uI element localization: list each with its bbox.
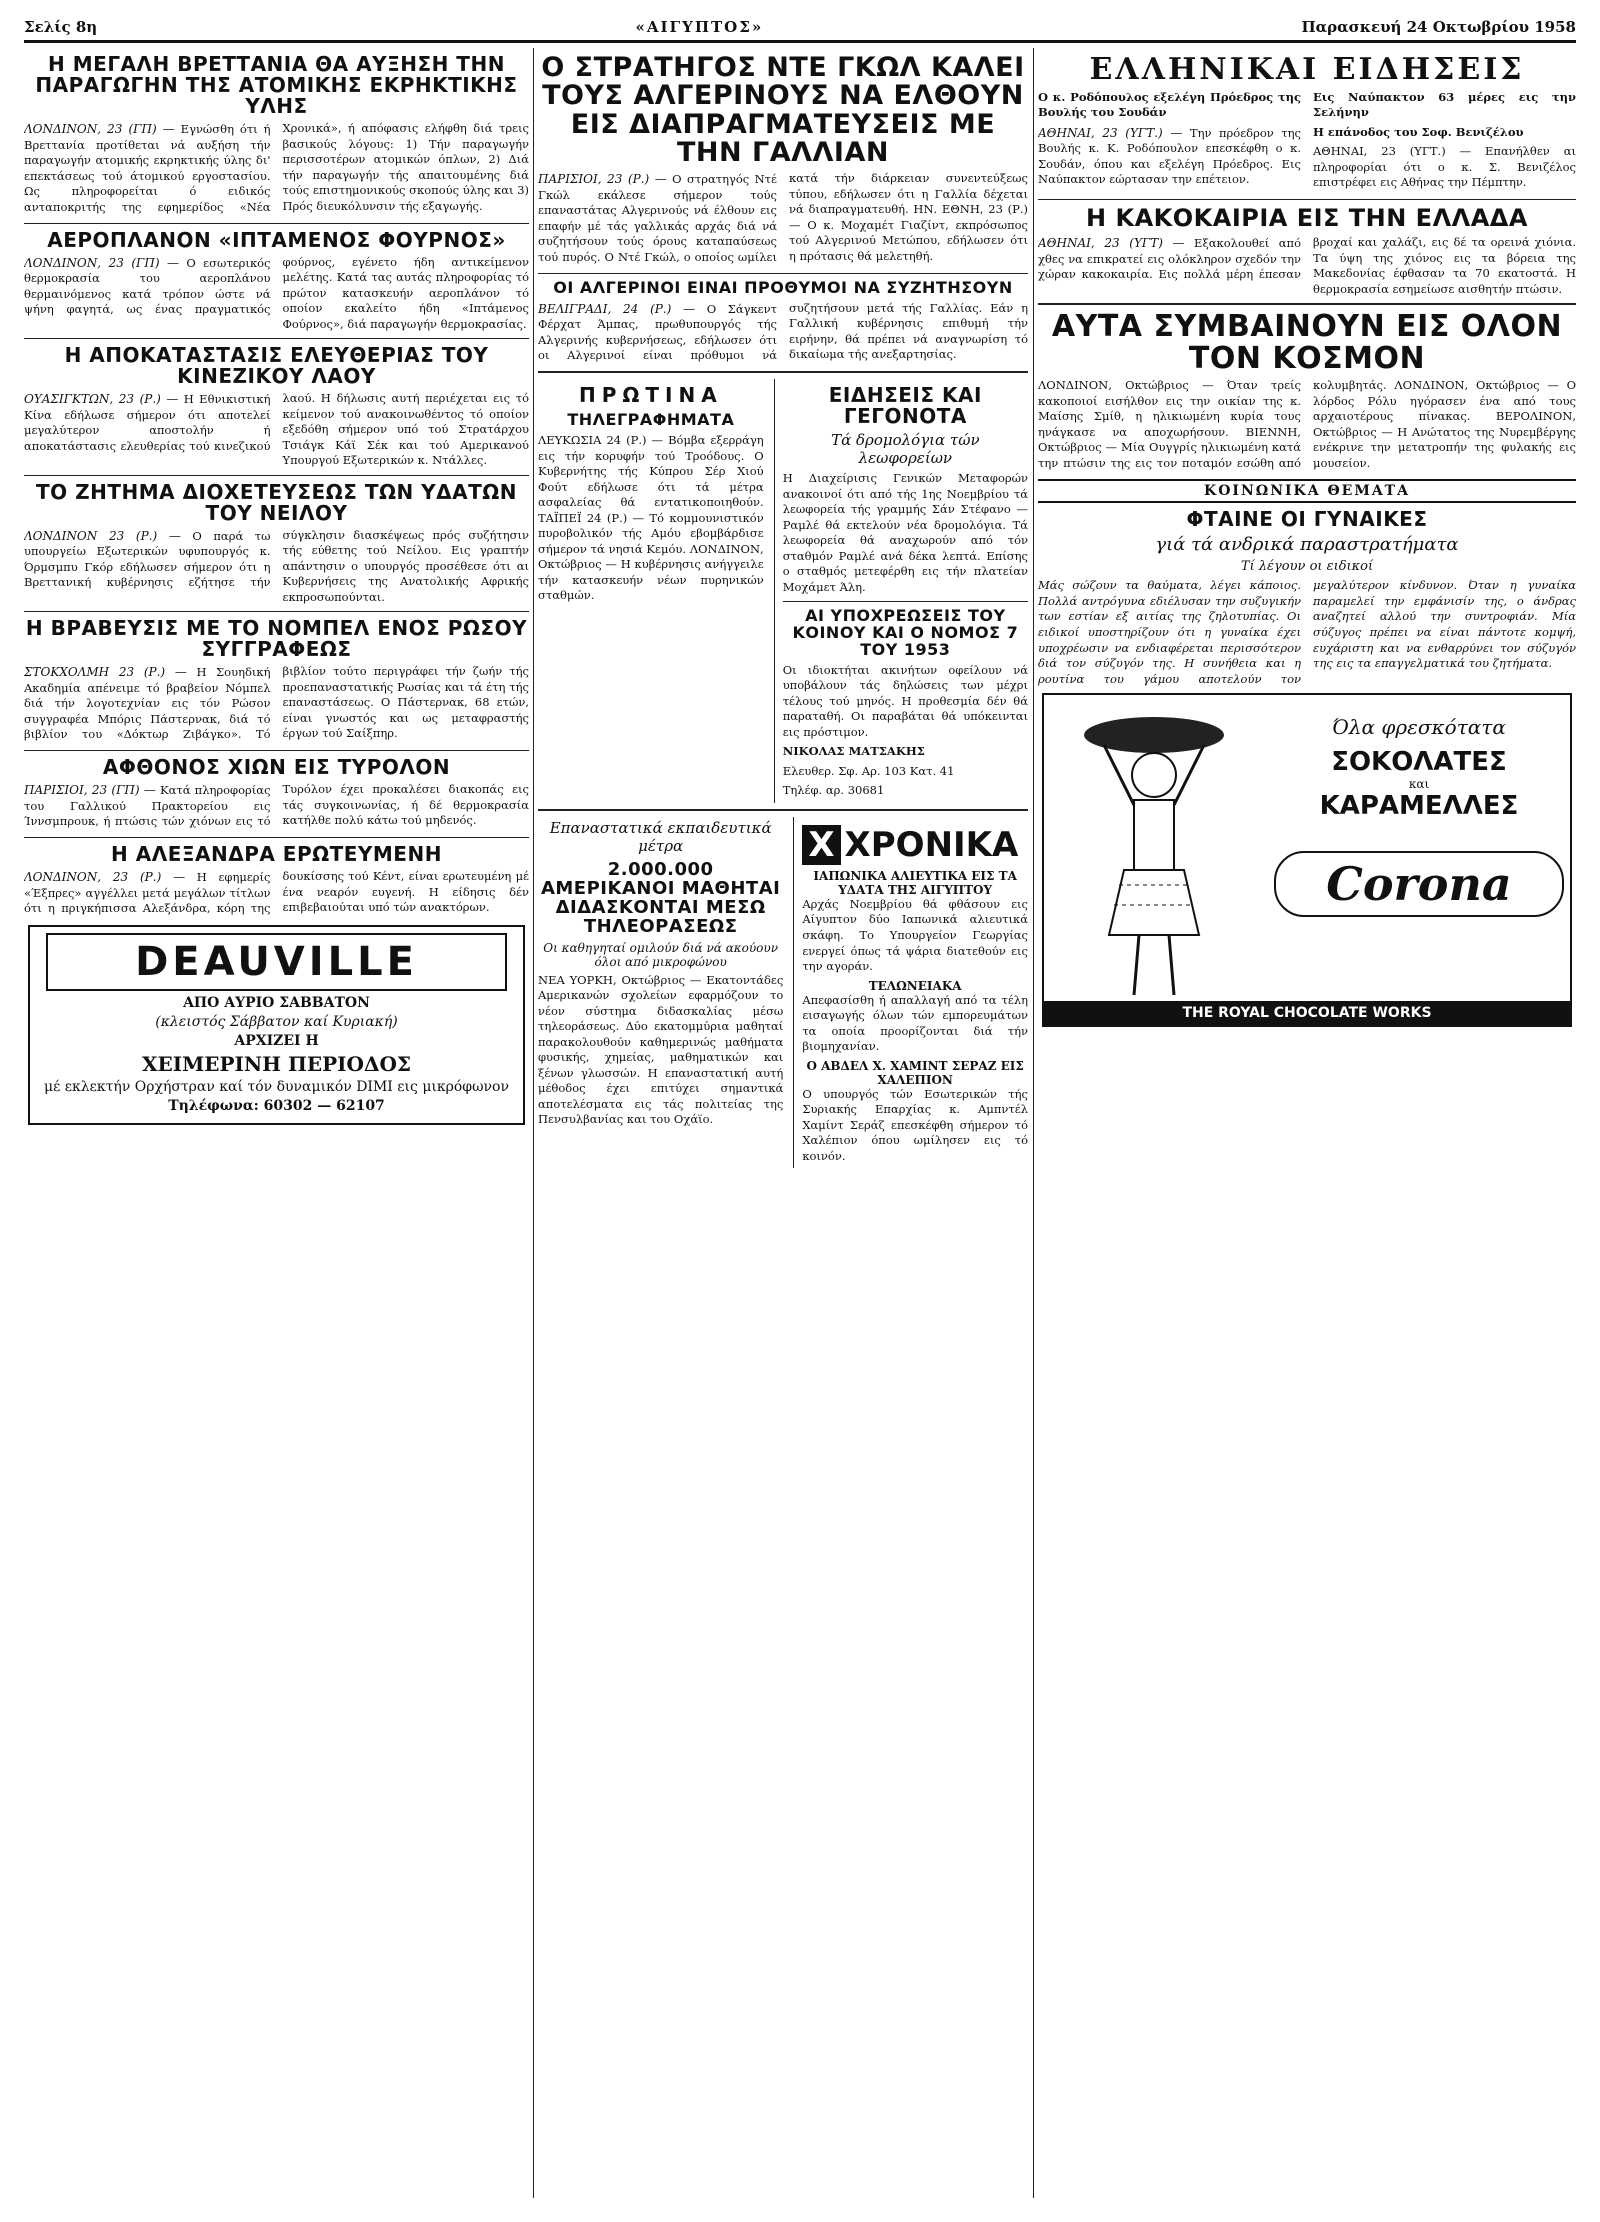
section-title: ΤΗΛΕΓΡΑΦΗΜΑΤΑ	[567, 410, 735, 430]
dateline: ΒΕΛΙΓΡΑΔΙ, 24 (Ρ.) —	[538, 301, 696, 316]
article-text: Ο εσωτερικός θερμοκρασία του αεροπλάνου θερμαινόμενος κατά τρόπον ώστε νά ψήνη φαγητά, ως ένας πραγματικός φούρνος, εγένετο ήδη αντικείμενον μελέτης. Κατά τας αυτάς πληροφορίας τό πρώτον κατασκευήν αεροπλάνον τό οποίον εκαλείτο ήδη «Ιπτάμενος Φούρνος», διά παραγωγήν θερμοκρασίας.	[24, 254, 529, 331]
headline: ΟΙ ΑΛΓΕΡΙΝΟΙ ΕΙΝΑΙ ΠΡΟΘΥΜΟΙ ΝΑ ΣΥΖΗΤΗΣΟΥΝ	[553, 277, 1013, 297]
dateline: ΛΟΝΔΙΝΟΝ, 23 (Ρ.) —	[24, 870, 186, 885]
subheadline: Τά δρομολόγια τών λεωφορείων	[831, 431, 980, 468]
article-text: Οι ιδιοκτήται ακινήτων οφείλουν νά υποβάλουν τάς δηλώσεις των μέχρι τέλους τού μηνός. Η προθεσμία δέν θά παραταθή. Οι παραβάται θά υπόκεινται εις πρόστιμον.	[782, 662, 1028, 739]
chronicles-icon: Χ	[802, 825, 840, 865]
article-text: Αρχάς Νοεμβρίου θά φθάσουν εις Αίγυπτον δύο Ιαπωνικά αλιευτικά σκάφη. Το Υπουργείον Γεωργίας ενεργεί όπως τά ψάρια διατεθούν εις την αγοράν.	[802, 896, 1028, 974]
headline: 2.000.000 ΑΜΕΡΙΚΑΝΟΙ ΜΑΘΗΤΑΙ ΔΙΔΑΣΚΟΝΤΑΙ ΜΕΣΩ ΤΗΛΕΟΡΑΣΕΩΣ	[540, 858, 781, 937]
headline: Η επάνοδος του Σοφ. Βενιζέλου	[1313, 124, 1524, 139]
chronicles-title: Χ ΧΡΟΝΙΚΑ	[802, 825, 1028, 865]
dateline: ΑΘΗΝΑΙ, 23 (ΥΓΤ.) —	[1038, 125, 1183, 140]
article-flying-oven	[24, 227, 529, 333]
section-title: ΠΡΩΤΙΝΑ	[578, 383, 723, 408]
dateline: ΑΘΗΝΑΙ, 23 (ΥΓΤ) —	[1038, 236, 1185, 251]
article-weather	[1038, 206, 1576, 297]
lead-headline: Ο ΣΤΡΑΤΗΓΟΣ ΝΤΕ ΓΚΩΛ ΚΑΛΕΙ ΤΟΥΣ ΑΛΓΕΡΙΝΟΥΣ ΝΑ ΕΛΘΟΥΝ ΕΙΣ ΔΙΑΠΡΑΓΜΑΤΕΥΣΕΙΣ ΜΕ ΤΗΝ ΓΑΛΛΙΑΝ	[541, 52, 1025, 169]
headline: ΤΕΛΩΝΕΙΑΚΑ	[868, 978, 962, 993]
headline: ΤΟ ΖΗΤΗΜΑ ΔΙΟΧΕΤΕΥΣΕΩΣ ΤΩΝ ΥΔΑΤΩΝ ΤΟΥ ΝΕΙΛΟΥ	[36, 479, 517, 525]
headline: ΑΙ ΥΠΟΧΡΕΩΣΕΙΣ ΤΟΥ ΚΟΙΝΟΥ ΚΑΙ Ο ΝΟΜΟΣ 7 ΤΟΥ 1953	[792, 606, 1019, 660]
signature-line: Τηλέφ. αρ. 30681	[782, 783, 885, 798]
section-title: ΕΛΛΗΝΙΚΑΙ ΕΙΔΗΣΕΙΣ	[1089, 52, 1525, 87]
column-rule	[1033, 48, 1034, 2198]
signature-line: Ελευθερ. Σφ. Αρ. 103 Κατ. 41	[782, 763, 955, 778]
news-and-events	[774, 379, 1028, 803]
ad-brand: DEAUVILLE	[46, 933, 507, 991]
dateline: ΟΥΑΣΙΓΚΤΩΝ, 23 (Ρ.) —	[24, 392, 179, 407]
corona-advertisement	[1042, 693, 1572, 1027]
dateline: ΠΑΡΙΣΙΟΙ, 23 (ΓΠ) —	[24, 783, 156, 798]
headline: ΑΥΤΑ ΣΥΜΒΑΙΝΟΥΝ ΕΙΣ ΟΛΟΝ ΤΟΝ ΚΟΣΜΟΝ	[1051, 309, 1563, 376]
column-left	[24, 48, 529, 1131]
article-snow	[24, 757, 529, 831]
article-nobel	[24, 618, 529, 744]
headline: ΦΤΑΙΝΕ ΟΙ ΓΥΝΑΙΚΕΣ	[1186, 507, 1428, 532]
deauville-advertisement	[28, 925, 525, 1125]
article-text: Η εφημερίς «Έξπρες» αγγέλλει μετά μεγάλων τίτλων ότι η πριγκήπισσα Αλεξάνδρα, κόρη της δουκίσσης τού Κέντ, είναι ερωτευμένη μέ ένα νεαρόν ευγενή. Η είδησις δέν επιβεβαιούται υπό τών ανακτόρων.	[24, 869, 529, 916]
article-text: Απεφασίσθη ή απαλλαγή από τα τέλη εισαγωγής όλων τών εμπορευμάτων τα οποία προορίζονται διά τήν βιομηχανίαν.	[802, 992, 1028, 1054]
byline: Τί λέγουν οι ειδικοί	[1240, 559, 1374, 575]
dateline: ΠΑΡΙΣΙΟΙ, 23 (Ρ.) —	[538, 172, 667, 187]
ad-line: ΑΡΧΙΖΕΙ Η	[234, 1032, 319, 1049]
headline: Η ΑΛΕΞΑΝΔΡΑ ΕΡΩΤΕΥΜΕΝΗ	[111, 842, 442, 867]
headline: Ο κ. Ροδόπουλος εξελέγη Πρόεδρος της Βουλής του Σουδάν	[1038, 89, 1301, 120]
ad-phone: Τηλέφωνα: 60302 — 62107	[168, 1097, 385, 1114]
article-text: Ο υπουργός τών Εσωτερικών τής Συριακής Επαρχίας κ. Αμπντέλ Χαμίντ Σεράζ επεσκέφθη σήμερον τό Χαλέπιον όπου ωμίλησεν εις τό κοινόν.	[802, 1086, 1028, 1163]
dateline: ΛΟΝΔΙΝΟΝ, 23 (ΓΠ) —	[24, 122, 175, 136]
child-illustration	[1064, 705, 1244, 1015]
headline: ΑΦΘΟΝΟΣ ΧΙΩΝ ΕΙΣ ΤΥΡΟΛΟΝ	[102, 755, 451, 780]
headline: ΑΕΡΟΠΛΑΝΟΝ «ΙΠΤΑΜΕΝΟΣ ΦΟΥΡΝΟΣ»	[47, 227, 506, 252]
article-text: Μάς σώζουν τα θαύματα, λέγει κάποιος. Πολλά αντρόγυνα εδιέλυσαν την συζυγικήν των εστίαν εξ αιτίας της ζηλοτυπίας. Οι ειδικοί υποστηρίζουν ότι η γυναίκα έχει υποχρέωσιν να ενδιαφέρεται περισσότερον διά τον σύζυγόν της. Η συνήθεια και η ρουτίνα του γάμου αποτελούν τον μεγαλύτερον κίνδυνον. Όταν η γυναίκα παραμελεί την εμφάνισίν της, ο άνδρας αναζητεί αλλού την συντροφιάν. Μία σύζυγος πρέπει να είναι πάντοτε κομψή, ευχάριστη και να ενθαρρύνει τον σύζυγόν της εις τα επαγγελματικά του ζητήματα.	[1038, 578, 1576, 686]
kicker: Επαναστατικά εκπαιδευτικά μέτρα	[549, 818, 772, 855]
article-text: ΑΘΗΝΑΙ, 23 (ΥΓΤ.) — Επανήλθεν αι πληροφορίαι ότι ο κ. Σ. Βενιζέλος επιστρέφει εις Αθήνας την Πέμπτην.	[1313, 144, 1576, 190]
ad-line: ΣΟΚΟΛΑΤΕΣ	[1331, 747, 1507, 778]
column-center	[538, 48, 1028, 1168]
subheadline: γιά τά ανδρικά παραστρατήματα	[1155, 534, 1459, 556]
newspaper-name: «ΑΙΓΥΠΤΟΣ»	[635, 18, 764, 36]
column-rule	[533, 48, 534, 2198]
article-algerians	[538, 277, 1028, 365]
signature: ΝΙΚΟΛΑΣ ΜΑΤΣΑΚΗΣ	[782, 744, 925, 759]
greek-news	[1038, 54, 1576, 193]
column-right	[1038, 48, 1576, 1033]
article-alexandra	[24, 844, 529, 918]
ad-line: ΧΕΙΜΕΡΙΝΗ ΠΕΡΙΟΔΟΣ	[141, 1051, 412, 1076]
ad-line: και	[1408, 777, 1430, 792]
page-number: Σελίς 8η	[24, 18, 98, 36]
masthead	[24, 14, 1576, 43]
article-text: Η Διαχείρισις Γενικών Μεταφορών ανακοινοί ότι από τής 1ης Νοεμβρίου τά λεωφορεία τής γραμμής Σάν Στέφανο — Ραμλέ θά εκτελούν νέα δρομολόγια. Τά λεωφορεία θά αναχωρούν από τόν σταθμόν Ραμλέ ανά δέκα λεπτά. Επίσης ο σταθμός μετεφέρθη εις τήν πλατείαν Μοχάμετ Άλη.	[782, 471, 1028, 594]
lead-article	[538, 54, 1028, 267]
headline: ΙΑΠΩΝΙΚΑ ΑΛΙΕΥΤΙΚΑ ΕΙΣ ΤΑ ΥΔΑΤΑ ΤΗΣ ΑΙΓΥΠΤΟΥ	[813, 868, 1017, 897]
article-text: Ο Σάγκεντ Φέρχατ Άμπας, πρωθυπουργός τής Αλγερινής κυβερνήσεως, εδήλωσεν ότι οι Αλγερινοί είναι πρόθυμοι νά συζητήσουν μετά τής Γαλλίας. Εάν η Γαλλική κυβέρνησις επιθυμή τήν ειρήνην, θά πρέπει νά αναγνωρίση τό δικαίωμα τής ανεξαρτησίας.	[538, 300, 1028, 363]
article-text: Η Σουηδική Ακαδημία απένειμε τό βραβείον Νόμπελ διά τήν λογοτεχνίαν εις τόν Ρώσον συγγραφέα Μπόρις Πάστερνακ, διά τό βιβλίον του «Δόκτωρ Ζιβάγκο». Τό βιβλίον τούτο περιγράφει τήν ζωήν τής προεπαναστατικής Ρωσίας και τά έτη τής επαναστάσεως. Ο Πάστερνακ, 68 ετών, είναι γνωστός και ως μεταφραστής έργων τού Σαίξπηρ.	[24, 664, 529, 742]
subheadline: Οι καθηγηταί ομιλούν διά νά ακούουν όλοι από μικροφώνου	[543, 940, 778, 969]
article-text: Κατά πληροφορίας του Γαλλικού Πρακτορείου εις Ίννσμπρουκ, ή πτώσις τών χιόνων εις τό Τυρόλον έχει προκαλέσει διακοπάς εις τάς συγκοινωνίας, ή δέ θερμοκρασία κατήλθε πολύ κάτω τού μηδενός.	[24, 782, 529, 829]
article-text: ΛΟΝΔΙΝΟΝ, Οκτώβριος — Όταν τρείς κακοποιοί εισήλθον εις την οικίαν της κ. Μαίσης Σμίθ, η ηλικιωμένη κυρία τους ηνάγκασε να αποχωρήσουν. ΒΙΕΝΝΗ, Οκτώβριος — Μία Ουγγρίς ηλικιωμένη κατά την πτώσιν της εις τον ποταμόν εσώθη από κολυμβητάς. ΛΟΝΔΙΝΟΝ, Οκτώβριος — Ο λόρδος Ρόλυ ηγόρασεν ένα από τους αρχαιοτέρους πίνακας. ΒΕΡΟΛΙΝΟΝ, Οκτώβριος — Η Ανώτατος της Νυρεμβέργης ενέκρινε την μετατροπήν της φυλακής εις μουσείον.	[1038, 378, 1576, 470]
article-text: ΛΕΥΚΩΣΙΑ 24 (Ρ.) — Βόμβα εξερράγη εις τήν κορυφήν τού Τροόδους. Ο Κυβερνήτης τής Κύπρου Σέρ Χιού Φούτ εδήλωσε ότι τά μέτρα ασφαλείας θά εντατικοποιηθούν. ΤΑΪΠΕΪ 24 (Ρ.) — Τό κομμουνιστικόν πυροβολικόν τής Αμόυ εβομβάρδισε σήμερον τά νησιά Κεμόυ. ΛΟΝΔΙΝΟΝ, Οκτώβριος — Η κυβέρνησις ανήγγειλε τήν κατασκευήν νέων πυρηνικών σταθμών.	[538, 433, 764, 603]
ad-line: ΚΑΡΑΜΕΛΛΕΣ	[1319, 791, 1519, 822]
headline: Η ΚΑΚΟΚΑΙΡΙΑ ΕΙΣ ΤΗΝ ΕΛΛΑΔΑ	[1086, 204, 1528, 233]
article-text: ΝΕΑ ΥΟΡΚΗ, Οκτώβριος — Εκατοντάδες Αμερικανών σχολείων εφαρμόζουν το νέον σύστημα διδασκαλίας μέσω τηλεοράσεως. Δύο εκατομμύρια μαθηταί παρακολουθούν καθημερινώς μαθήματα φυσικής, χημείας, μαθηματικών και ξένων γλωσσών. Η επαναστατική αυτή μέθοδος έχει επιτύχει σημαντικά αποτελέσματα εις τάς πολιτείας της Πενσυλβανίας και του Οχάϊο.	[538, 972, 784, 1127]
article-tv-education	[538, 817, 783, 1168]
article-social	[1038, 509, 1576, 687]
issue-date: Παρασκευή 24 Οκτωβρίου 1958	[1301, 18, 1576, 36]
ad-line: μέ εκλεκτήν Ορχήστραν καί τόν δυναμικόν DIMI εις μικρόφωνον	[44, 1078, 509, 1095]
article-text: Ο στρατηγός Ντέ Γκώλ εκάλεσε σήμερον τούς επαναστάτας Αλγερινούς νά έλθουν εις επαφήν μέ τάς γαλλικάς αρχάς διά νά συζητήσουν τούς όρους καταπαύσεως τού πυρός. Ο Ντέ Γκώλ, ο οποίος ωμίλει κατά τήν διάρκειαν συνεντεύξεως τύπου, εδήλωσεν ότι η Γαλλία δέχεται νά διαπραγματευθή. ΗΝ. ΕΘΝΗ, 23 (Ρ.) — Ο κ. Μοχαμέτ Γιαζίντ, εκπρόσωπος τού Αλγερινού Μετώπου, εδήλωσεν ότι η πρότασις θά μελετηθή.	[538, 171, 1028, 264]
dateline: ΛΟΝΔΙΝΟΝ, 23 (ΓΠ) —	[24, 255, 180, 270]
article-text: Εγνώσθη ότι ή Βρεττανία προτίθεται νά αυξήση τήν παραγωγήν ατομικής εκρηκτικής ύλης δι' επεκτάσεως τού άτομικού εργοστασίου. Ως πληροφορείται ό ειδικός ανταποκριτής της εφημερίδος «Νέα Χρονικά», ή απόφασις ελήφθη διά τρεις βασικούς λόγους: 1) Τήν παραγωγήν περισσοτέρων ατομικών όπλων, 2) Διά τήν παραγωγήν τής απαιτουμένης διά τούς επιστημονικούς σκοπούς ύλης και 3) Πρός διευκόλυνσιν τής εξαγωγής.	[24, 121, 529, 214]
dateline: ΛΟΝΔΙΝΟΝ 23 (Ρ.) —	[24, 528, 181, 543]
article-world	[1038, 311, 1576, 473]
article-text: Η Εθνικιστική Κίνα εδήλωσε σήμερον ότι αποτελεί μεγαλύτερον αποστολήν ή αποκατάστασις ελευθερίας τού κινεζικού λαού. Η δήλωσις αυτή περιέχεται εις τό κείμενον τού ανακοινωθέντος τό οποίον εξεδόθη σήμερον υπό τού Στρατάρχου Τσιάγκ Κάϊ Σέκ και τού Αμερικανού Υπουργού Εξωτερικών κ. Ντάλλες.	[24, 391, 529, 468]
ad-maker: THE ROYAL CHOCOLATE WORKS	[1044, 1001, 1570, 1025]
section-title: ΕΙΔΗΣΕΙΣ ΚΑΙ ΓΕΓΟΝΟΤΑ	[828, 383, 982, 429]
ad-line: ΑΠΟ ΑΥΡΙΟ ΣΑΒΒΑΤΟΝ	[183, 994, 370, 1011]
morning-telegrams	[538, 379, 764, 803]
article-china	[24, 345, 529, 469]
article-nile	[24, 479, 529, 606]
newspaper-page	[24, 14, 1576, 2204]
article-atomic	[24, 54, 529, 217]
article-text: Ο παρά τω υπουργείω Εξωτερικών υφυπουργός κ. Όρμσμπυ Γκόρ εδήλωσεν σήμερον ότι η Βρεττανική κυβέρνησις εζήτησε τήν σύγκλησιν διασκέψεως πρός συζήτησιν τής εύθετης τού Νείλου. Εις γραπτήν απάντησιν ο υπουργός προσέθεσε ότι αι Κυβερνήσεις της Ανατολικής Αφρικής εκπροσωπούνται.	[24, 527, 529, 604]
article-text: Εξακολουθεί από χθες να επικρατεί εις ολόκληρον σχεδόν την χώραν κακοκαιρία. Εις πολλά μέρη έπεσαν βροχαί και χαλάζι, εις δέ τα ορεινά χιόνια. Τα ύψη της χιόνος εις τα βόρεια της Μακεδονίας έφθασαν τα 70 εκατοστά. Η θερμοκρασία εσημείωσε αισθητήν πτώσιν.	[1038, 235, 1576, 296]
headline: Η ΜΕΓΑΛΗ ΒΡΕΤΤΑΝΙΑ ΘΑ ΑΥΞΗΣΗ ΤΗΝ ΠΑΡΑΓΩΓΗΝ ΤΗΣ ΑΤΟΜΙΚΗΣ ΕΚΡΗΚΤΙΚΗΣ ΥΛΗΣ	[35, 52, 518, 118]
ad-line: Όλα φρεσκότατα	[1332, 715, 1506, 740]
corona-logo: Corona	[1274, 851, 1564, 917]
headline: Εις Ναύπακτον 63 μέρες εις την Σελήνην	[1313, 89, 1576, 120]
headline: Η ΑΠΟΚΑΤΑΣΤΑΣΙΣ ΕΛΕΥΘΕΡΙΑΣ ΤΟΥ ΚΙΝΕΖΙΚΟΥ ΛΑΟΥ	[64, 343, 489, 389]
headline: Ο ΑΒΔΕΛ Χ. ΧΑΜΙΝΤ ΣΕΡΑΖ ΕΙΣ ΧΑΛΕΠΙΟΝ	[806, 1058, 1024, 1087]
chronicles	[793, 817, 1028, 1168]
ad-line: (κλειστός Σάββατον καί Κυριακή)	[155, 1013, 398, 1030]
headline: Η ΒΡΑΒΕΥΣΙΣ ΜΕ ΤΟ ΝΟΜΠΕΛ ΕΝΟΣ ΡΩΣΟΥ ΣΥΓΓΡΑΦΕΩΣ	[25, 616, 528, 662]
dateline: ΣΤΟΚΧΟΛΜΗ 23 (Ρ.) —	[24, 665, 187, 680]
kicker: ΚΟΙΝΩΝΙΚΑ ΘΕΜΑΤΑ	[1038, 479, 1576, 503]
article-text: Την πρόεδρον της Βουλής κ. Κ. Ροδόπουλον επεσκέφθη ο κ. Σουδάν, όπου και εξελέγη Πρόεδρος. Εις Ναύπακτον εώρτασαν την επέτειον.	[1038, 125, 1301, 187]
